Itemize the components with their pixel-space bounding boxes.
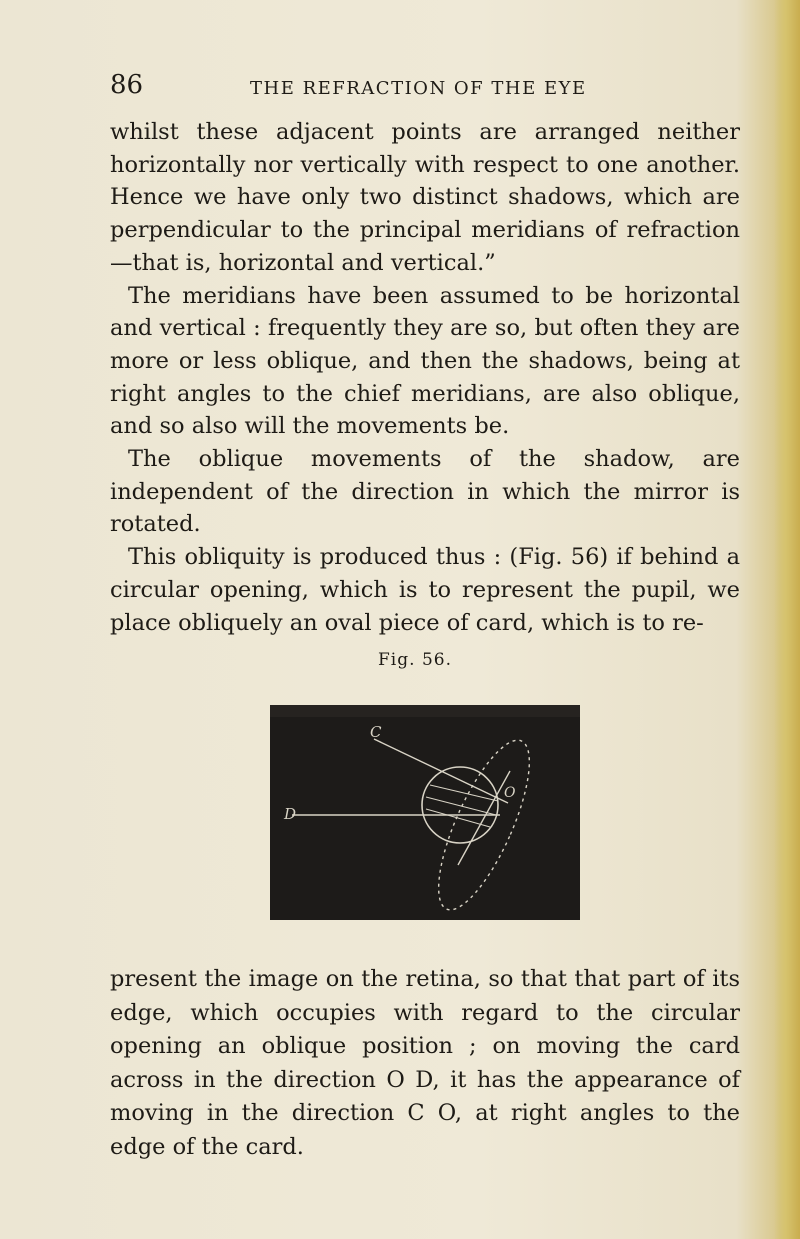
figure-caption: Fig. 56. — [378, 650, 452, 670]
running-head: THE REFRACTION OF THE EYE — [250, 78, 587, 99]
figure-56 — [270, 705, 580, 920]
label-c: C — [370, 723, 382, 741]
paragraph: The meridians have been assumed to be horizontal and vertical : frequently they are so, but often they are more or less oblique, and then the shadows, being at right angles to the chief meridians, are also oblique, and so also will the movements be. — [110, 282, 740, 440]
body-text-top — [110, 116, 740, 639]
label-d: D — [284, 805, 297, 823]
page-edge-shading — [774, 0, 800, 1239]
figure-illustration — [270, 705, 580, 920]
paragraph: This obliquity is produced thus : (Fig. 56) if behind a circular opening, which is to represent the pupil, we place obliquely an oval piece of card, which is to re- — [110, 544, 740, 636]
paragraph: present the image on the retina, so that that part of its edge, which occupies with regard to the circular opening an oblique position ; on moving the card across in the direction O D, it has the appearance of moving in the direction C O, at right angles to the edge of the card. — [110, 966, 740, 1160]
page-header — [110, 70, 750, 104]
label-o: O — [504, 785, 516, 801]
paragraph: The oblique movements of the shadow, are independent of the direction in which the mirror is rotated. — [110, 446, 740, 538]
body-text-bottom — [110, 963, 740, 1164]
page-number: 86 — [110, 70, 144, 100]
paragraph: whilst these adjacent points are arranged neither horizontally nor vertically with respect to one another. Hence we have only two distinct shadows, which are perpendicular to the principal meridians of refraction —that is, horizontal and vertical.” — [110, 119, 740, 276]
